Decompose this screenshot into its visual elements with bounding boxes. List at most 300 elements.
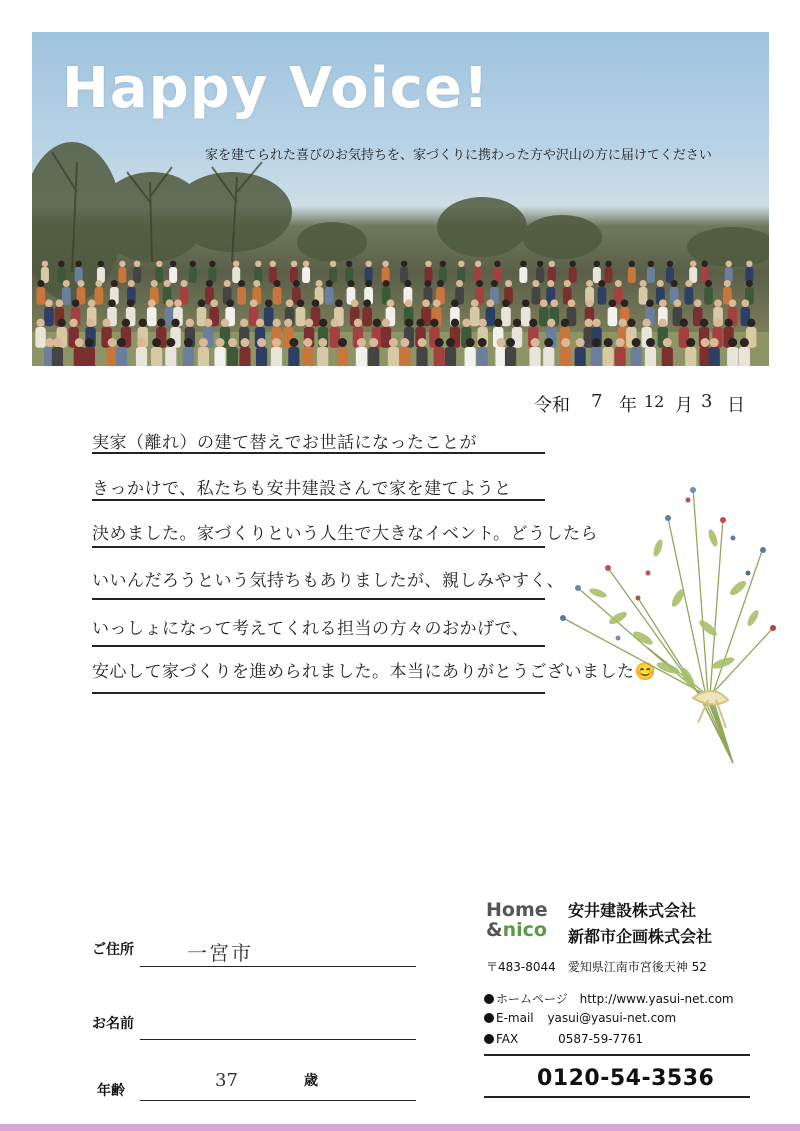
crowd-person: [302, 267, 310, 283]
crowd-head: [729, 299, 737, 307]
crowd-head: [45, 338, 54, 347]
crowd-head: [506, 338, 515, 347]
crowd-head: [42, 261, 48, 267]
crowd-head: [209, 261, 215, 267]
homepage-row: [484, 990, 734, 1007]
crowd-head: [387, 299, 395, 307]
crowd-person: [271, 347, 282, 366]
crowd-person: [603, 347, 614, 366]
crowd-head: [72, 299, 80, 307]
crowd-head: [316, 280, 323, 287]
crowd-head: [85, 338, 94, 347]
crowd-head: [119, 261, 125, 267]
crowd-head: [221, 319, 229, 327]
crowd-person: [116, 347, 127, 366]
crowd-person: [239, 347, 250, 366]
date-day: 3: [701, 391, 713, 412]
date-year: 7: [591, 391, 603, 412]
crowd-person: [477, 347, 488, 366]
crowd-head: [404, 280, 411, 287]
crowd-person: [470, 307, 480, 326]
crowd-head: [389, 338, 398, 347]
crowd-head: [520, 261, 526, 267]
crowd-head: [724, 319, 732, 327]
crowd-head: [88, 299, 96, 307]
crowd-head: [598, 280, 605, 287]
crowd-head: [56, 299, 64, 307]
crowd-person: [709, 347, 720, 366]
crowd-head: [576, 338, 585, 347]
ruled-line: [92, 692, 545, 694]
crowd-head: [529, 319, 537, 327]
crowd-head: [216, 338, 225, 347]
crowd-head: [462, 319, 470, 327]
bullet-icon: [484, 1013, 494, 1023]
crowd-person: [189, 267, 197, 283]
age-value: 37: [215, 1070, 238, 1091]
crowd-head: [98, 261, 104, 267]
bouquet-illustration: [548, 478, 778, 768]
crowd-person: [704, 287, 713, 305]
crowd-head: [615, 280, 622, 287]
crowd-head: [382, 319, 390, 327]
crowd-head: [700, 319, 708, 327]
crowd-person: [486, 307, 496, 326]
crowd-head: [210, 299, 218, 307]
crowd-person: [593, 267, 601, 283]
crowd-head: [157, 319, 165, 327]
ruled-line: [92, 546, 545, 548]
crowd-head: [621, 299, 629, 307]
crowd-head: [594, 261, 600, 267]
fax-row: [484, 1032, 643, 1046]
ruled-line: [92, 452, 545, 454]
fax-number: 0587-59-7761: [558, 1032, 644, 1046]
crowd-head: [475, 261, 481, 267]
crowd-head: [228, 338, 237, 347]
crowd-head: [585, 319, 593, 327]
crowd-person: [232, 267, 240, 283]
crowd-head: [605, 261, 611, 267]
crowd-head: [713, 319, 721, 327]
ruled-line: [92, 598, 545, 600]
crowd-head: [705, 280, 712, 287]
crowd-head: [36, 319, 44, 327]
crowd-head: [547, 280, 554, 287]
crowd-head: [592, 338, 601, 347]
company-address: 〒483-8044 愛知県江南市宮後天神 52: [486, 960, 707, 974]
crowd-head: [726, 261, 732, 267]
message-line: 決めました。家づくりという人生で大きなイベント。どうしたら: [92, 524, 598, 544]
crowd-head: [95, 280, 102, 287]
company-name-2: 新都市企画株式会社: [568, 927, 713, 946]
crowd-person: [288, 347, 299, 366]
crowd-head: [418, 338, 427, 347]
crowd-person: [416, 347, 427, 366]
crowd-head: [609, 299, 617, 307]
crowd-person: [165, 347, 176, 366]
crowd-head: [319, 319, 327, 327]
crowd-head: [257, 338, 266, 347]
crowd-person: [631, 347, 642, 366]
crowd-head: [476, 280, 483, 287]
crowd-head: [284, 319, 292, 327]
crowd-head: [270, 261, 276, 267]
crowd-head: [63, 280, 70, 287]
crowd-head: [184, 338, 193, 347]
crowd-head: [303, 338, 312, 347]
crowd-head: [466, 338, 475, 347]
crowd-person: [614, 347, 625, 366]
crowd-head: [416, 319, 424, 327]
crowd-head: [604, 338, 613, 347]
bullet-icon: [484, 994, 494, 1004]
crowd-head: [569, 261, 575, 267]
crowd-head: [642, 319, 650, 327]
crowd-head: [289, 338, 298, 347]
crowd-head: [272, 338, 281, 347]
crowd-head: [117, 338, 126, 347]
crowd-person: [362, 307, 372, 326]
crowd-head: [174, 299, 182, 307]
crowd-person: [133, 267, 141, 283]
crowd-head: [45, 299, 53, 307]
crowd-person: [214, 347, 225, 366]
crowd-head: [586, 280, 593, 287]
crowd-person: [727, 347, 738, 366]
crowd-head: [75, 261, 81, 267]
crowd-head: [437, 280, 444, 287]
crowd-person: [147, 307, 157, 326]
crowd-person: [465, 347, 476, 366]
crowd-head: [671, 280, 678, 287]
email-row: [484, 1011, 676, 1025]
fax-label: FAX: [496, 1032, 519, 1046]
message-line: いいんだろうという気持ちもありましたが、親しみやすく、: [92, 571, 565, 591]
crowd-head: [274, 280, 281, 287]
crowd-head: [502, 299, 510, 307]
crowd-person: [302, 347, 313, 366]
crowd-person: [532, 287, 541, 305]
crowd-head: [58, 261, 64, 267]
address-value: 一宮市: [187, 941, 253, 965]
crowd-head: [478, 338, 487, 347]
message-line: 安心して家づくりを進められました。本当にありがとうございました😊: [92, 662, 657, 682]
home-nico-logo: [486, 900, 548, 940]
crowd-person: [94, 287, 103, 305]
crowd-head: [226, 299, 234, 307]
crowd-head: [659, 319, 667, 327]
crowd-head: [632, 338, 641, 347]
crowd-head: [250, 299, 258, 307]
crowd-person: [445, 347, 456, 366]
crowd-head: [303, 261, 309, 267]
crowd-head: [253, 280, 260, 287]
crowd-head: [369, 338, 378, 347]
crowd-head: [531, 338, 540, 347]
crowd-head: [86, 319, 94, 327]
logo-nico-line: [486, 920, 548, 940]
crowd-head: [265, 299, 273, 307]
crowd-person: [560, 347, 571, 366]
crowd-head: [496, 338, 505, 347]
crowd-person: [57, 267, 65, 283]
crowd-head: [312, 299, 320, 307]
email-label: E-mail: [496, 1011, 534, 1025]
crowd-head: [256, 319, 264, 327]
crowd-head: [330, 261, 336, 267]
crowd-person: [183, 347, 194, 366]
crowd-head: [451, 319, 459, 327]
crowd-head: [741, 299, 749, 307]
crowd-head: [646, 299, 654, 307]
crowd-head: [255, 261, 261, 267]
crowd-head: [199, 338, 208, 347]
crowd-head: [640, 280, 647, 287]
crowd-person: [505, 347, 516, 366]
crowd-person: [155, 267, 163, 283]
crowd-head: [629, 261, 635, 267]
crowd-person: [604, 267, 612, 283]
crowd-head: [286, 299, 294, 307]
crowd-head: [568, 299, 576, 307]
crowd-head: [674, 299, 682, 307]
crowd-head: [365, 261, 371, 267]
crowd-head: [233, 261, 239, 267]
crowd-head: [363, 299, 371, 307]
crowd-person: [356, 347, 367, 366]
crowd-head: [164, 280, 171, 287]
crowd-head: [166, 299, 174, 307]
crowd-head: [148, 299, 156, 307]
crowd-head: [357, 338, 366, 347]
crowd-head: [170, 261, 176, 267]
crowd-person: [684, 287, 693, 305]
crowd-head: [354, 319, 362, 327]
age-label: 年齢: [97, 1083, 125, 1099]
crowd-head: [694, 299, 702, 307]
crowd-head: [616, 338, 625, 347]
crowd-person: [325, 287, 334, 305]
crowd-head: [685, 280, 692, 287]
crowd-head: [561, 338, 570, 347]
crowd-head: [297, 299, 305, 307]
crowd-head: [338, 338, 347, 347]
crowd-head: [487, 299, 495, 307]
separator-line: [484, 1096, 750, 1098]
crowd-person: [639, 287, 648, 305]
crowd-person: [237, 287, 246, 305]
page-subtitle: 家を建てられた喜びのお気持ちを、家づくりに携わった方や沢山の方に届けてください: [205, 148, 712, 163]
crowd-head: [532, 280, 539, 287]
logo-nico: nico: [502, 919, 547, 941]
homepage-url[interactable]: http://www.yasui-net.com: [579, 992, 734, 1006]
crowd-head: [537, 261, 543, 267]
crowd-head: [347, 280, 354, 287]
crowd-head: [240, 338, 249, 347]
crowd-head: [740, 338, 749, 347]
crowd-person: [296, 307, 306, 326]
crowd-head: [494, 261, 500, 267]
crowd-person: [35, 327, 45, 348]
crowd-person: [198, 347, 209, 366]
crowd-head: [547, 319, 555, 327]
crowd-person: [118, 267, 126, 283]
crowd-head: [238, 280, 245, 287]
crowd-head: [240, 319, 248, 327]
email-address[interactable]: yasui@yasui-net.com: [547, 1011, 677, 1025]
message-line: きっかけで、私たちも安井建設さんで家を建てようと: [92, 479, 512, 499]
crowd-person: [337, 347, 348, 366]
crowd-head: [710, 338, 719, 347]
crowd-head: [37, 280, 44, 287]
crowd-head: [335, 299, 343, 307]
crowd-head: [627, 319, 635, 327]
bullet-icon: [484, 1034, 494, 1044]
crowd-head: [137, 338, 146, 347]
crowd-head: [204, 319, 212, 327]
crowd-person: [434, 347, 445, 366]
crowd-head: [586, 299, 594, 307]
date-year-unit: 年: [619, 395, 637, 416]
crowd-head: [139, 319, 147, 327]
age-unit: 歳: [304, 1073, 318, 1089]
header-photo: [32, 32, 769, 366]
crowd-head: [128, 280, 135, 287]
crowd-head: [152, 338, 161, 347]
date-era: 令和: [534, 395, 570, 416]
crowd-head: [365, 280, 372, 287]
crowd-person: [62, 287, 71, 305]
date-month: 12: [644, 392, 665, 411]
crowd-person: [256, 347, 267, 366]
logo-amp: &: [486, 919, 503, 941]
crowd-head: [471, 299, 479, 307]
name-label: お名前: [92, 1016, 134, 1032]
ruled-line: [92, 645, 545, 647]
crowd-head: [491, 280, 498, 287]
crowd-head: [746, 280, 753, 287]
crowd-head: [544, 338, 553, 347]
crowd-head: [291, 261, 297, 267]
crowd-person: [529, 347, 540, 366]
crowd-person: [597, 287, 606, 305]
crowd-head: [714, 299, 722, 307]
crowd-head: [728, 338, 737, 347]
crowd-head: [540, 299, 548, 307]
crowd-head: [646, 338, 655, 347]
crowd-person: [84, 347, 95, 366]
crowd-person: [44, 307, 54, 326]
crowd-person: [608, 307, 618, 326]
crowd-head: [382, 261, 388, 267]
crowd-person: [645, 347, 656, 366]
crowd-person: [264, 307, 274, 326]
crowd-head: [122, 319, 130, 327]
crowd-head: [108, 338, 117, 347]
crowd-head: [134, 261, 140, 267]
crowd-head: [435, 338, 444, 347]
crowd-head: [424, 280, 431, 287]
crowd-head: [458, 261, 464, 267]
crowd-head: [351, 299, 359, 307]
crowd-head: [549, 261, 555, 267]
ruled-line: [92, 499, 545, 501]
homepage-label: ホームページ: [496, 992, 568, 1006]
crowd-head: [198, 299, 206, 307]
crowd-head: [273, 319, 281, 327]
address-label: ご住所: [92, 942, 134, 958]
crowd-head: [186, 319, 194, 327]
crowd-head: [505, 280, 512, 287]
crowd-head: [446, 338, 455, 347]
crowd-head: [53, 338, 62, 347]
crowd-head: [108, 299, 116, 307]
crowd-person: [330, 327, 340, 348]
crowd-person: [521, 307, 531, 326]
crowd-head: [401, 261, 407, 267]
page-title: Happy Voice!: [62, 56, 490, 121]
crowd-head: [690, 261, 696, 267]
crowd-head: [75, 338, 84, 347]
crowd-head: [724, 280, 731, 287]
crowd-head: [564, 280, 571, 287]
date-month-unit: 月: [675, 395, 693, 416]
crowd-head: [686, 338, 695, 347]
company-name-1: 安井建設株式会社: [568, 901, 697, 920]
crowd-person: [543, 347, 554, 366]
crowd-person: [169, 267, 177, 283]
crowd-person: [317, 347, 328, 366]
crowd-head: [430, 319, 438, 327]
crowd-head: [400, 338, 409, 347]
crowd-head: [425, 261, 431, 267]
crowd-head: [667, 261, 673, 267]
crowd-person: [388, 347, 399, 366]
crowd-person: [136, 347, 147, 366]
crowd-head: [69, 319, 77, 327]
crowd-head: [619, 319, 627, 327]
crowd-head: [111, 280, 118, 287]
crowd-person: [519, 267, 527, 283]
crowd-head: [181, 280, 188, 287]
crowd-person: [685, 347, 696, 366]
crowd-head: [456, 280, 463, 287]
address-line: [140, 966, 416, 967]
crowd-head: [206, 280, 213, 287]
crowd-head: [522, 299, 530, 307]
crowd-head: [701, 338, 710, 347]
crowd-head: [127, 299, 135, 307]
crowd-person: [151, 347, 162, 366]
crowd-head: [592, 319, 600, 327]
crowd-head: [479, 319, 487, 327]
crowd-head: [305, 319, 313, 327]
message-line: いっしょになって考えてくれる担当の方々のおかげで、: [92, 619, 530, 639]
toll-free-number: 0120-54-3536: [537, 1066, 715, 1091]
crowd-head: [77, 280, 84, 287]
crowd-head: [451, 299, 459, 307]
crowd-head: [657, 280, 664, 287]
crowd-person: [273, 287, 282, 305]
crowd-head: [663, 338, 672, 347]
date-day-unit: 日: [727, 395, 745, 416]
crowd-head: [166, 338, 175, 347]
crowd-person: [399, 347, 410, 366]
crowd-head: [318, 338, 327, 347]
crowd-head: [702, 261, 708, 267]
crowd-head: [405, 299, 413, 307]
